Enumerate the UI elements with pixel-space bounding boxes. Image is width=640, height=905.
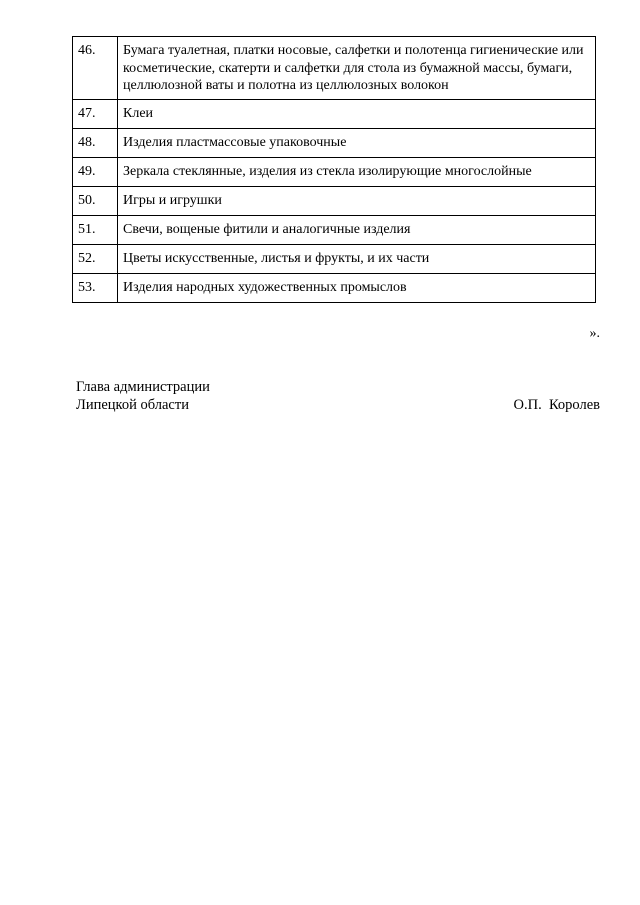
- closing-quote: ».: [589, 326, 600, 341]
- row-number: 50.: [73, 186, 118, 215]
- table-row: [73, 244, 596, 273]
- table-row: [73, 128, 596, 157]
- row-text: Изделия народных художественных промыслов: [118, 273, 596, 302]
- row-text: Цветы искусственные, листья и фрукты, и их части: [118, 244, 596, 273]
- row-number: 49.: [73, 157, 118, 186]
- row-text: Игры и игрушки: [118, 186, 596, 215]
- table-row: [73, 215, 596, 244]
- signature-block: [76, 378, 600, 414]
- row-number: 51.: [73, 215, 118, 244]
- table-row: [73, 37, 596, 100]
- table-row: [73, 157, 596, 186]
- row-text: Свечи, вощеные фитили и аналогичные изделия: [118, 215, 596, 244]
- signatory-title-line2: Липецкой области: [76, 397, 189, 413]
- table-row: [73, 99, 596, 128]
- row-text: Зеркала стеклянные, изделия из стекла изолирующие многослойные: [118, 157, 596, 186]
- table-row: [73, 273, 596, 302]
- items-table: [72, 36, 596, 303]
- row-number: 52.: [73, 244, 118, 273]
- row-text: Бумага туалетная, платки носовые, салфетки и полотенца гигиенические или косметические, скатерти и салфетки для стола из бумажной массы, бумаги, целлюлозной ваты и полотна из целлюлозных волокон: [118, 37, 596, 100]
- table-row: [73, 186, 596, 215]
- row-text: Клеи: [118, 99, 596, 128]
- row-number: 48.: [73, 128, 118, 157]
- row-number: 47.: [73, 99, 118, 128]
- row-number: 53.: [73, 273, 118, 302]
- signatory-name: О.П. Королев: [513, 397, 600, 413]
- signature-row: [76, 396, 600, 414]
- signatory-title-line1: Глава администрации: [76, 379, 210, 395]
- row-number: 46.: [73, 37, 118, 100]
- row-text: Изделия пластмассовые упаковочные: [118, 128, 596, 157]
